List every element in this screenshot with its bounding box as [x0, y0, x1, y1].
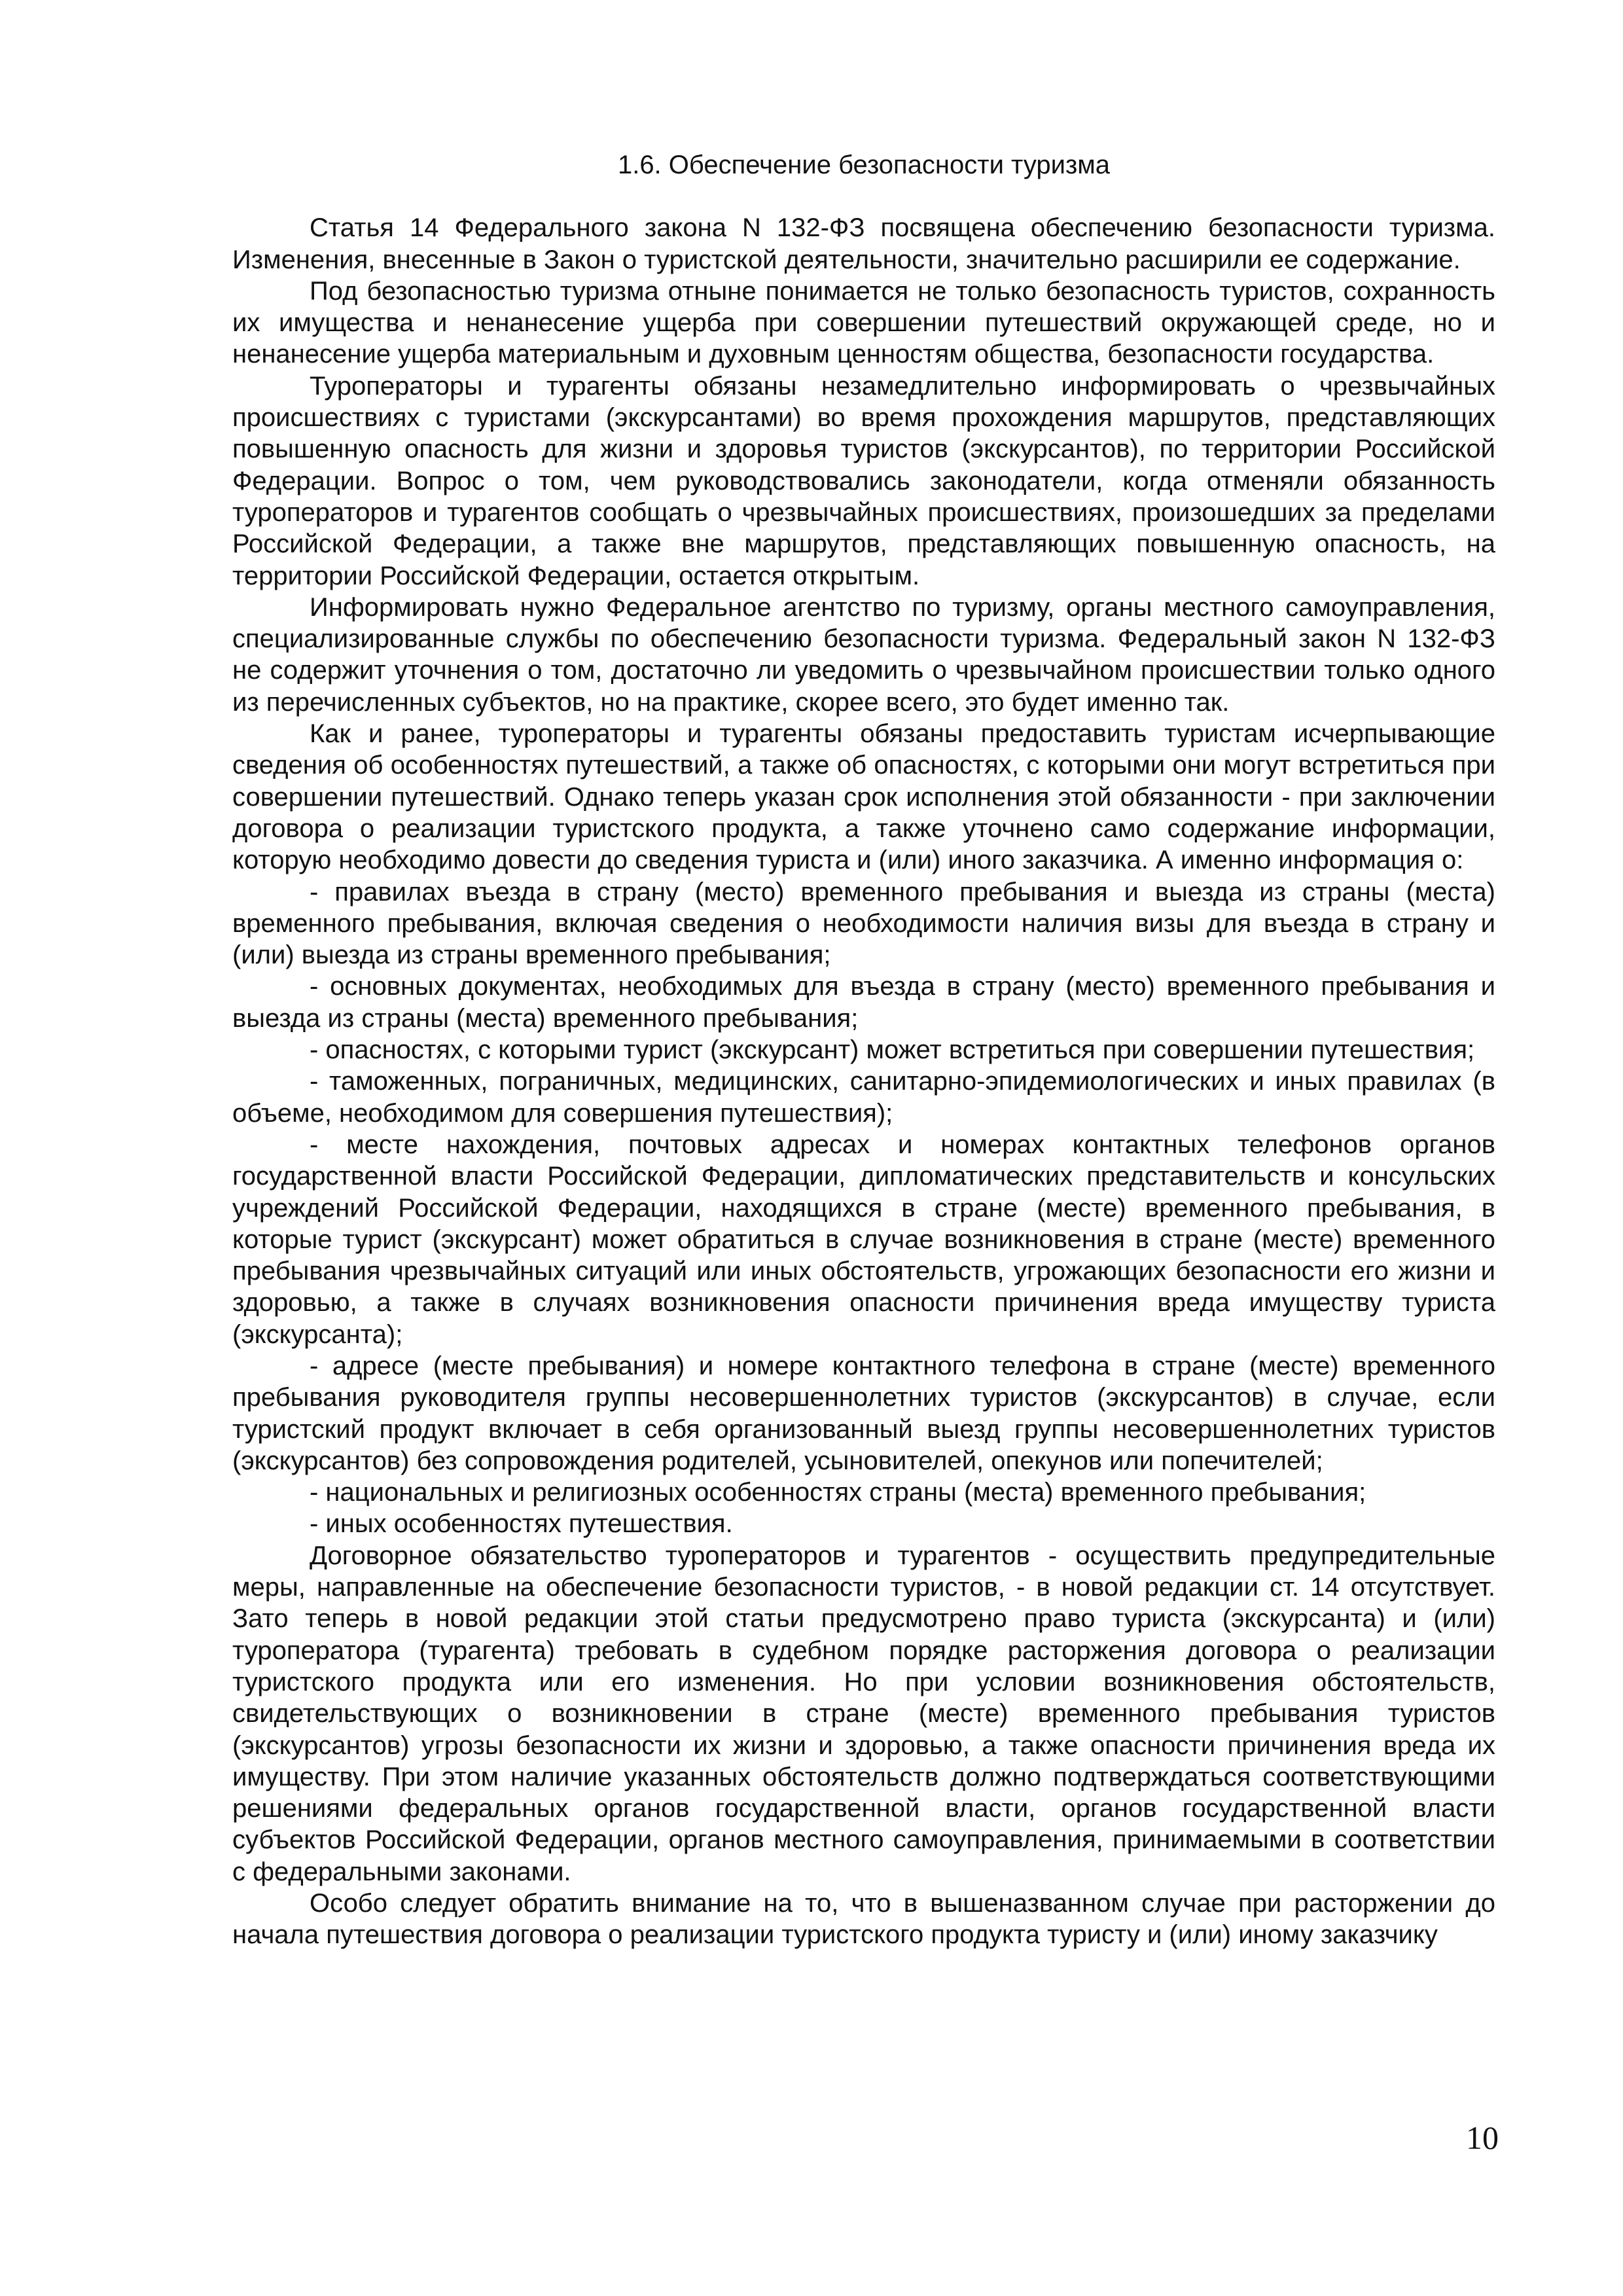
paragraph: Особо следует обратить внимание на то, что в вышеназванном случае при расторжении до начала путешествия договора о реализации туристского продукта туристу и (или) иному заказчику — [232, 1889, 1495, 1950]
list-item: - опасностях, с которыми турист (экскурсант) может встретиться при совершении путешествия; — [310, 1035, 1475, 1065]
list-item: - иных особенностях путешествия. — [310, 1509, 733, 1539]
paragraph: Договорное обязательство туроператоров и турагентов - осуществить предупредительные меры, направленные на обеспечение безопасности туристов, - в новой редакции ст. 14 отсутствует. Зато теперь в новой редакции этой статьи предусмотрено право туриста (экскурсанта) и (или) туроператора (турагента) требовать в судебном порядке расторжения договора о реализации туристского продукта или его изменения. Но при условии возникновения обстоятельств, свидетельствующих о возникновении в стране (месте) временного пребывания туристов (экскурсантов) угрозы безопасности их жизни и здоровью, а также опасности причинения вреда их имуществу. При этом наличие указанных обстоятельств должно подтверждаться соответствующими решениями федеральных органов государственной власти, органов государственной власти субъектов Российской Федерации, органов местного самоуправления, принимаемыми в соответствии с федеральными законами. — [232, 1541, 1495, 1886]
list-item: - адресе (месте пребывания) и номере контактного телефона в стране (месте) временного пребывания руководителя группы несовершеннолетних туристов (экскурсантов) в случае, если туристский продукт включает в себя организованный выезд группы несовершеннолетних туристов (экскурсантов) без сопровождения родителей, усыновителей, опекунов или попечителей; — [232, 1351, 1495, 1475]
list-item: - месте нахождения, почтовых адресах и номерах контактных телефонов органов государственной власти Российской Федерации, дипломатических представительств и консульских учреждений Российской Федерации, находящихся в стране (месте) временного пребывания, в которые турист (экскурсант) может обратиться в случае возникновения в стране (месте) временного пребывания чрезвычайных ситуаций или иных обстоятельств, угрожающих безопасности его жизни и здоровью, а также в случаях возникновения опасности причинения вреда имуществу туриста (экскурсанта); — [232, 1130, 1495, 1349]
list-item: - правилах въезда в страну (место) временного пребывания и выезда из страны (места) временного пребывания, включая сведения о необходимости наличия визы для въезда в страну и (или) выезда из страны временного пребывания; — [232, 877, 1495, 970]
paragraph: Под безопасностью туризма отныне понимается не только безопасность туристов, сохранность их имущества и ненанесение ущерба при совершении путешествий окружающей среде, но и ненанесение ущерба материальным и духовным ценностям общества, безопасности государства. — [232, 276, 1495, 369]
page-number: 10 — [1466, 2119, 1499, 2156]
paragraph: Статья 14 Федерального закона N 132-ФЗ посвящена обеспечению безопасности туризма. Изменения, внесенные в Закон о туристской деятельности, значительно расширили ее содержание. — [232, 213, 1495, 274]
section-title: 1.6. Обеспечение безопасности туризма — [617, 151, 1111, 179]
list-item: - таможенных, пограничных, медицинских, санитарно-эпидемиологических и иных правилах (в объеме, необходимом для совершения путешествия); — [232, 1067, 1495, 1128]
document-body — [232, 149, 1495, 1951]
paragraph: Информировать нужно Федеральное агентство по туризму, органы местного самоуправления, специализированные службы по обеспечению безопасности туризма. Федеральный закон N 132-ФЗ не содержит уточнения о том, достаточно ли уведомить о чрезвычайном происшествии только одного из перечисленных субъектов, но на практике, скорее всего, это будет именно так. — [232, 592, 1495, 717]
list-item: - национальных и религиозных особенностях страны (места) временного пребывания; — [310, 1478, 1366, 1507]
paragraph: Туроператоры и турагенты обязаны незамедлительно информировать о чрезвычайных происшествиях с туристами (экскурсантами) во время прохождения маршрутов, представляющих повышенную опасность для жизни и здоровья туристов (экскурсантов), по территории Российской Федерации. Вопрос о том, чем руководствовались законодатели, когда отменяли обязанность туроператоров и турагентов сообщать о чрезвычайных происшествиях, произошедших за пределами Российской Федерации, а также вне маршрутов, представляющих повышенную опасность, на территории Российской Федерации, остается открытым. — [232, 371, 1495, 590]
list-item: - основных документах, необходимых для въезда в страну (место) временного пребывания и выезда из страны (места) временного пребывания; — [232, 972, 1495, 1033]
paragraph: Как и ранее, туроператоры и турагенты обязаны предоставить туристам исчерпывающие сведения об особенностях путешествий, а также об опасностях, с которыми они могут встретиться при совершении путешествий. Однако теперь указан срок исполнения этой обязанности - при заключении договора о реализации туристского продукта, а также уточнено само содержание информации, которую необходимо довести до сведения туриста и (или) иного заказчика. А именно информация о: — [232, 719, 1495, 875]
